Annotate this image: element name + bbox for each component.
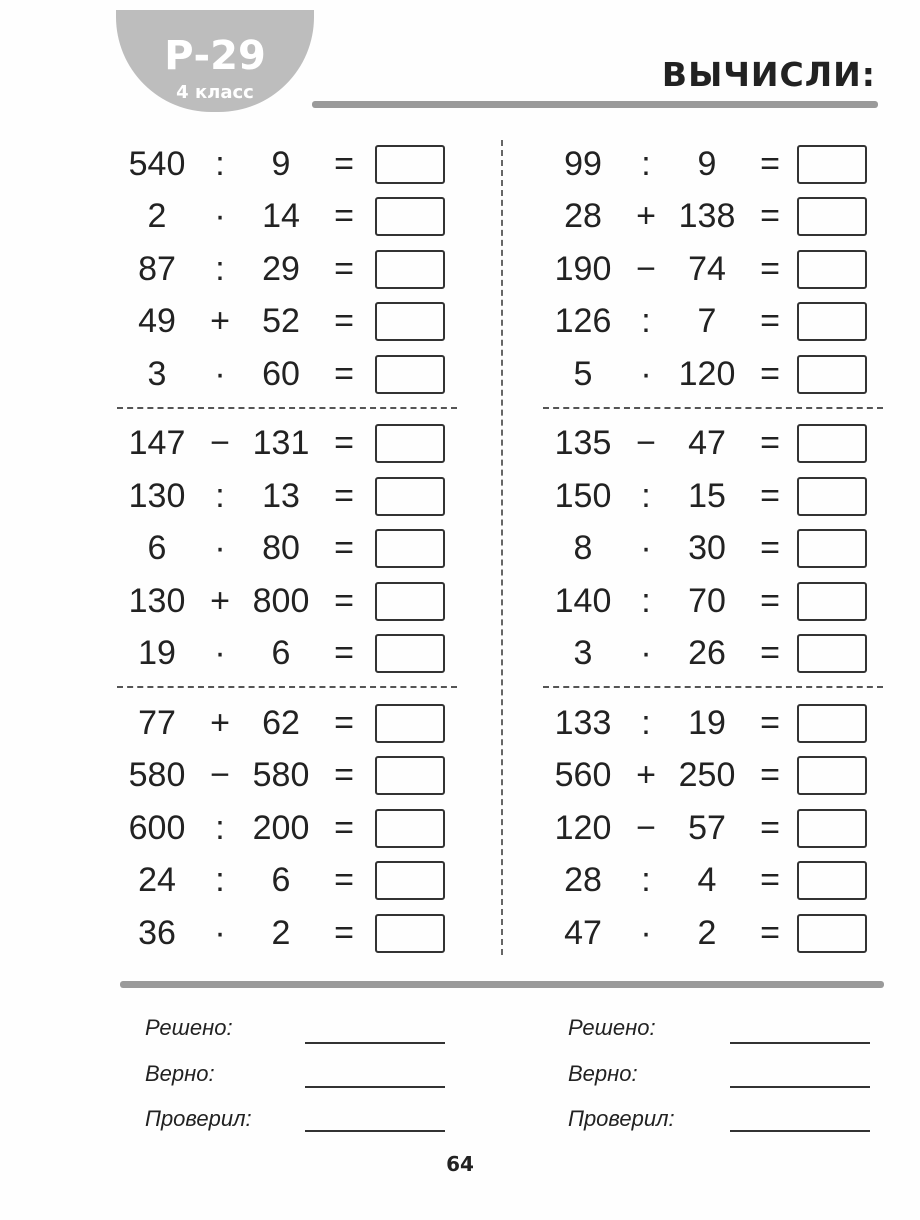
group-separator — [543, 686, 883, 688]
column-divider — [501, 140, 503, 955]
operand-b: 131 — [252, 424, 310, 463]
equals-sign: = — [334, 476, 354, 515]
exercise-row — [117, 138, 462, 191]
grade-label: 4 класс — [176, 82, 254, 103]
answer-box[interactable] — [375, 582, 445, 621]
operator: : — [215, 476, 225, 515]
operand-b: 80 — [262, 529, 300, 568]
exercise-row — [543, 418, 888, 471]
operand-a: 140 — [554, 581, 612, 620]
exercise-row — [543, 138, 888, 191]
answer-box[interactable] — [375, 809, 445, 848]
exercise-row — [543, 523, 888, 576]
answer-box[interactable] — [375, 145, 445, 184]
exercise-group — [543, 697, 888, 960]
equals-sign: = — [334, 249, 354, 288]
operator: − — [210, 424, 230, 463]
operand-b: 13 — [262, 476, 300, 515]
operand-b: 800 — [252, 581, 310, 620]
operand-a: 135 — [554, 424, 612, 463]
equals-sign: = — [334, 913, 354, 952]
operand-a: 36 — [138, 913, 176, 952]
equals-sign: = — [334, 302, 354, 341]
operand-b: 7 — [697, 302, 717, 341]
answer-box[interactable] — [375, 861, 445, 900]
answer-box[interactable] — [375, 756, 445, 795]
operator: + — [210, 581, 230, 620]
left-column — [117, 138, 462, 960]
answer-box[interactable] — [797, 634, 867, 673]
operand-a: 6 — [147, 529, 167, 568]
answer-box[interactable] — [797, 424, 867, 463]
operand-a: 126 — [554, 302, 612, 341]
operand-b: 138 — [678, 197, 736, 236]
answer-box[interactable] — [375, 250, 445, 289]
equals-sign: = — [334, 634, 354, 673]
answer-box[interactable] — [375, 634, 445, 673]
operand-a: 28 — [564, 861, 602, 900]
exercise-row — [117, 243, 462, 296]
operand-b: 19 — [688, 703, 726, 742]
operator: · — [640, 634, 652, 673]
exercise-group — [117, 138, 462, 401]
operator: · — [214, 529, 226, 568]
left-solved-label: Решено: — [145, 1015, 233, 1040]
right-column — [543, 138, 888, 960]
operand-a: 5 — [573, 354, 593, 393]
exercise-row — [543, 697, 888, 750]
footer-divider — [120, 981, 884, 988]
operator: : — [641, 144, 651, 183]
operator: − — [636, 808, 656, 847]
operator: − — [210, 756, 230, 795]
page-title: ВЫЧИСЛИ: — [661, 55, 876, 94]
equals-sign: = — [760, 424, 780, 463]
right-correct-label: Верно: — [568, 1061, 638, 1086]
exercise-row — [117, 855, 462, 908]
right-checked-line[interactable] — [730, 1130, 870, 1132]
operator: : — [215, 144, 225, 183]
exercise-row — [117, 907, 462, 960]
operand-a: 580 — [128, 756, 186, 795]
operand-b: 74 — [688, 249, 726, 288]
answer-box[interactable] — [797, 582, 867, 621]
answer-box[interactable] — [797, 861, 867, 900]
equals-sign: = — [760, 861, 780, 900]
operator: − — [636, 424, 656, 463]
equals-sign: = — [760, 197, 780, 236]
exercise-row — [117, 470, 462, 523]
operator: · — [214, 913, 226, 952]
answer-box[interactable] — [375, 197, 445, 236]
operand-b: 30 — [688, 529, 726, 568]
operator: + — [636, 197, 656, 236]
operand-a: 2 — [147, 197, 167, 236]
equals-sign: = — [334, 424, 354, 463]
answer-box[interactable] — [797, 756, 867, 795]
equals-sign: = — [760, 756, 780, 795]
operand-a: 540 — [128, 144, 186, 183]
answer-box[interactable] — [797, 302, 867, 341]
operator: + — [636, 756, 656, 795]
operator: : — [641, 581, 651, 620]
operand-a: 8 — [573, 529, 593, 568]
answer-box[interactable] — [375, 914, 445, 953]
operator: : — [641, 302, 651, 341]
equals-sign: = — [334, 808, 354, 847]
exercise-row — [543, 628, 888, 681]
exercise-row — [117, 802, 462, 855]
operand-a: 19 — [138, 634, 176, 673]
answer-box[interactable] — [797, 914, 867, 953]
operand-a: 3 — [147, 354, 167, 393]
operator: : — [215, 249, 225, 288]
operator: · — [640, 913, 652, 952]
operand-a: 147 — [128, 424, 186, 463]
operand-b: 15 — [688, 476, 726, 515]
right-solved-label: Решено: — [568, 1015, 656, 1040]
answer-box[interactable] — [375, 704, 445, 743]
group-separator — [543, 407, 883, 409]
operand-b: 200 — [252, 808, 310, 847]
answer-box[interactable] — [375, 424, 445, 463]
operand-a: 77 — [138, 703, 176, 742]
operand-b: 52 — [262, 302, 300, 341]
exercise-row — [543, 750, 888, 803]
exercise-group — [117, 418, 462, 681]
equals-sign: = — [760, 634, 780, 673]
operator: + — [210, 703, 230, 742]
operator: · — [640, 529, 652, 568]
operand-b: 9 — [697, 144, 717, 183]
operand-a: 150 — [554, 476, 612, 515]
operand-b: 62 — [262, 703, 300, 742]
operand-a: 24 — [138, 861, 176, 900]
right-correct-line[interactable] — [730, 1086, 870, 1088]
operand-b: 580 — [252, 756, 310, 795]
equals-sign: = — [334, 581, 354, 620]
operator: : — [641, 861, 651, 900]
group-separator — [117, 686, 457, 688]
left-checked-line[interactable] — [305, 1130, 445, 1132]
operand-a: 130 — [128, 581, 186, 620]
equals-sign: = — [760, 476, 780, 515]
answer-box[interactable] — [797, 197, 867, 236]
answer-box[interactable] — [375, 529, 445, 568]
operator: · — [640, 354, 652, 393]
left-correct-line[interactable] — [305, 1086, 445, 1088]
left-correct-label: Верно: — [145, 1061, 215, 1086]
equals-sign: = — [334, 861, 354, 900]
operator: : — [215, 861, 225, 900]
exercise-row — [117, 418, 462, 471]
answer-box[interactable] — [797, 809, 867, 848]
answer-box[interactable] — [375, 355, 445, 394]
operator: · — [214, 634, 226, 673]
equals-sign: = — [760, 354, 780, 393]
operand-b: 14 — [262, 197, 300, 236]
exercise-row — [117, 296, 462, 349]
equals-sign: = — [334, 756, 354, 795]
answer-box[interactable] — [797, 704, 867, 743]
exercise-row — [543, 191, 888, 244]
equals-sign: = — [760, 581, 780, 620]
answer-box[interactable] — [375, 302, 445, 341]
operator: − — [636, 249, 656, 288]
answer-box[interactable] — [797, 477, 867, 516]
equals-sign: = — [334, 354, 354, 393]
exercise-row — [543, 575, 888, 628]
exercise-row — [117, 348, 462, 401]
operand-b: 57 — [688, 808, 726, 847]
right-solved-line[interactable] — [730, 1042, 870, 1044]
operand-a: 28 — [564, 197, 602, 236]
operand-b: 4 — [697, 861, 717, 900]
exercise-group — [117, 697, 462, 960]
operand-b: 250 — [678, 756, 736, 795]
answer-box[interactable] — [797, 529, 867, 568]
variant-tab — [116, 10, 314, 112]
exercise-row — [543, 802, 888, 855]
exercise-row — [117, 697, 462, 750]
operator: + — [210, 302, 230, 341]
operand-b: 60 — [262, 354, 300, 393]
operator: : — [641, 703, 651, 742]
exercise-row — [117, 575, 462, 628]
operator: · — [214, 354, 226, 393]
equals-sign: = — [760, 302, 780, 341]
operand-a: 560 — [554, 756, 612, 795]
exercise-row — [543, 907, 888, 960]
equals-sign: = — [334, 529, 354, 568]
answer-box[interactable] — [797, 250, 867, 289]
operand-b: 120 — [678, 354, 736, 393]
exercise-row — [117, 191, 462, 244]
title-divider — [312, 101, 878, 108]
operator: · — [214, 197, 226, 236]
right-checked-label: Проверил: — [568, 1106, 675, 1131]
operand-b: 26 — [688, 634, 726, 673]
exercise-row — [543, 855, 888, 908]
left-solved-line[interactable] — [305, 1042, 445, 1044]
operand-b: 6 — [271, 861, 291, 900]
answer-box[interactable] — [797, 355, 867, 394]
operand-a: 3 — [573, 634, 593, 673]
exercise-row — [117, 750, 462, 803]
operator: : — [641, 476, 651, 515]
exercise-group — [543, 418, 888, 681]
operand-a: 120 — [554, 808, 612, 847]
exercise-row — [543, 243, 888, 296]
exercise-row — [117, 628, 462, 681]
equals-sign: = — [760, 808, 780, 847]
exercise-row — [117, 523, 462, 576]
answer-box[interactable] — [797, 145, 867, 184]
operand-b: 2 — [271, 913, 291, 952]
page-number: 64 — [446, 1152, 474, 1176]
operand-a: 133 — [554, 703, 612, 742]
operand-b: 6 — [271, 634, 291, 673]
exercise-row — [543, 296, 888, 349]
variant-code: Р-29 — [164, 33, 266, 79]
operand-a: 190 — [554, 249, 612, 288]
exercise-group — [543, 138, 888, 401]
equals-sign: = — [760, 913, 780, 952]
operand-b: 29 — [262, 249, 300, 288]
group-separator — [117, 407, 457, 409]
answer-box[interactable] — [375, 477, 445, 516]
equals-sign: = — [760, 144, 780, 183]
left-checked-label: Проверил: — [145, 1106, 252, 1131]
equals-sign: = — [334, 703, 354, 742]
operand-b: 9 — [271, 144, 291, 183]
exercise-row — [543, 470, 888, 523]
equals-sign: = — [334, 144, 354, 183]
operand-a: 49 — [138, 302, 176, 341]
operand-b: 47 — [688, 424, 726, 463]
operand-a: 47 — [564, 913, 602, 952]
operand-b: 2 — [697, 913, 717, 952]
operand-b: 70 — [688, 581, 726, 620]
equals-sign: = — [760, 703, 780, 742]
equals-sign: = — [760, 529, 780, 568]
operand-a: 130 — [128, 476, 186, 515]
operator: : — [215, 808, 225, 847]
equals-sign: = — [334, 197, 354, 236]
operand-a: 99 — [564, 144, 602, 183]
operand-a: 600 — [128, 808, 186, 847]
operand-a: 87 — [138, 249, 176, 288]
equals-sign: = — [760, 249, 780, 288]
exercise-row — [543, 348, 888, 401]
